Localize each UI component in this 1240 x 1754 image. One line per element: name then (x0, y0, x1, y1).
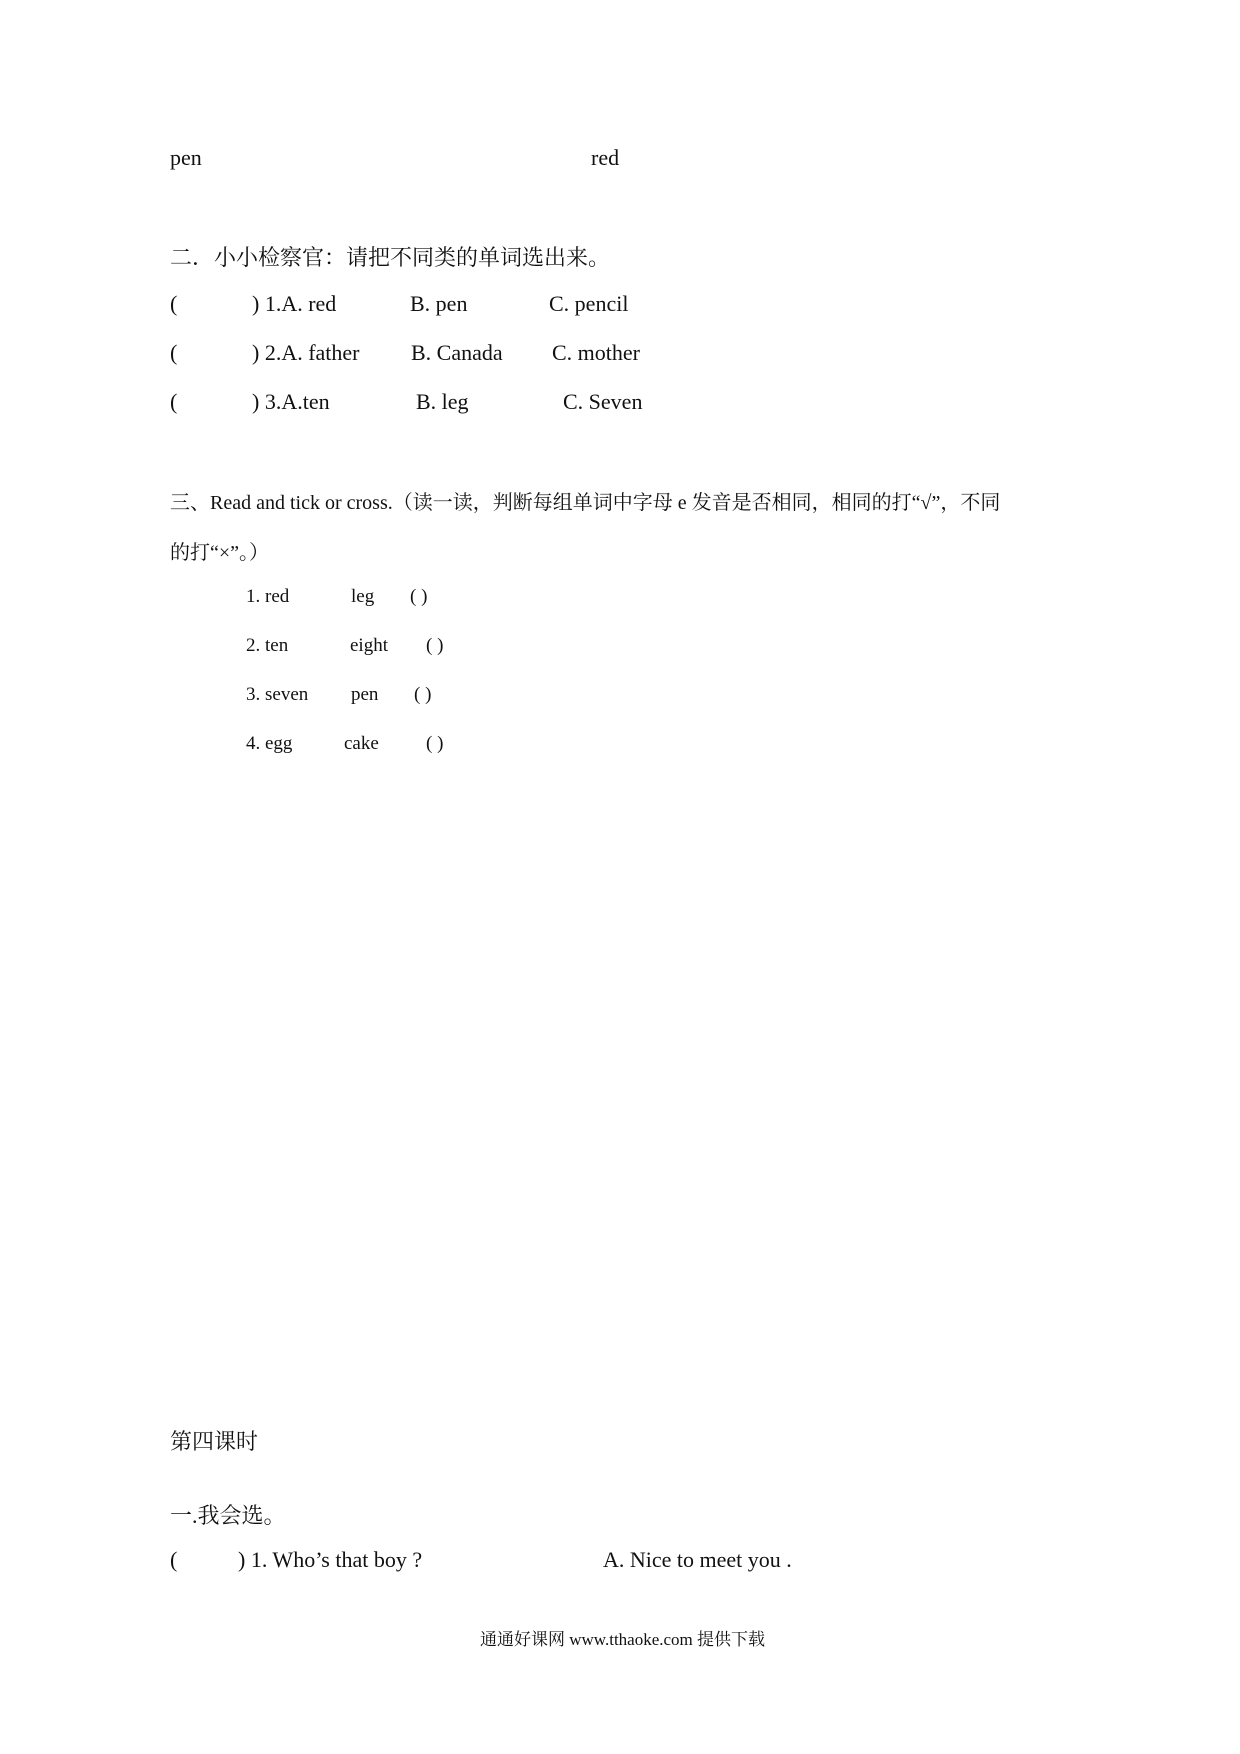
question-text: ) 1.A. red (252, 291, 337, 316)
item-compare-word: leg (351, 586, 375, 607)
answer-bracket-open: ( (170, 340, 178, 365)
option-c: C. Seven (563, 389, 643, 414)
word-red: red (591, 145, 620, 170)
answer-bracket-open: ( (170, 1547, 178, 1572)
section3-heading-line1: 三、Read and tick or cross.（读一读，判断每组单词中字母 e 发音是否相同，相同的打“√”，不同 (170, 492, 1001, 514)
section3-heading-line2: 的打“×”。） (170, 542, 270, 564)
item-number-word: 4. egg (246, 733, 293, 754)
option-c: C. pencil (549, 291, 629, 316)
answer-blank: ( ) (410, 586, 428, 607)
answer-option-a: A. Nice to meet you . (603, 1547, 792, 1572)
item-compare-word: eight (350, 635, 388, 656)
item-compare-word: cake (344, 733, 379, 754)
option-b: B. Canada (411, 340, 503, 365)
option-c: C. mother (552, 340, 640, 365)
answer-blank: ( ) (414, 684, 432, 705)
section2-heading: 二．小小检察官：请把不同类的单词选出来。 (170, 245, 611, 270)
footer-source: 通通好课网 www.tthaoke.com 提供下载 (480, 1630, 766, 1649)
answer-blank: ( ) (426, 635, 444, 656)
item-compare-word: pen (351, 684, 379, 705)
item-number-word: 1. red (246, 586, 290, 607)
item-number-word: 2. ten (246, 635, 289, 656)
word-pen: pen (170, 145, 202, 170)
lesson4-part1-heading: 一.我会选。 (170, 1503, 286, 1528)
answer-blank: ( ) (426, 733, 444, 754)
item-number-word: 3. seven (246, 684, 309, 705)
option-b: B. leg (416, 389, 469, 414)
question-text: ) 2.A. father (252, 340, 360, 365)
answer-bracket-open: ( (170, 389, 178, 414)
question-text: ) 3.A.ten (252, 389, 330, 414)
answer-bracket-open: ( (170, 291, 178, 316)
question-text: ) 1. Who’s that boy ? (238, 1547, 423, 1572)
option-b: B. pen (410, 291, 468, 316)
lesson4-title: 第四课时 (170, 1429, 259, 1454)
